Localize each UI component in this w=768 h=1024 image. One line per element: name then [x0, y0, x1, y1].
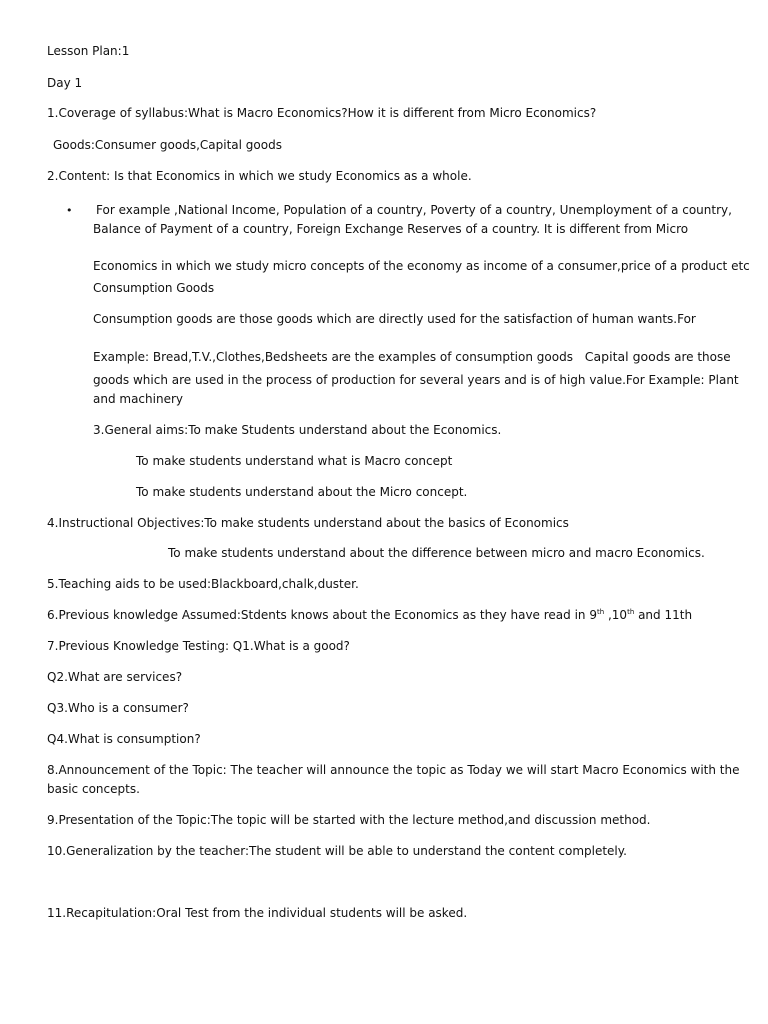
presentation-line: 9.Presentation of the Topic:The topic will be started with the lecture method,and discussion method.: [47, 813, 651, 827]
lesson-title: Lesson Plan:1: [47, 44, 130, 58]
question-4: Q4.What is consumption?: [47, 732, 201, 746]
example-line-3: Economics in which we study micro concepts of the economy as income of a consumer,price of a product etc: [93, 259, 750, 273]
generalization-line: 10.Generalization by the teacher:The student will be able to understand the content completely.: [47, 844, 627, 858]
ordinal-suffix-9: th: [596, 608, 605, 616]
teaching-aids-line: 5.Teaching aids to be used:Blackboard,chalk,duster.: [47, 577, 359, 591]
previous-knowledge-prefix: 6.Previous knowledge Assumed:Stdents knows about the Economics as they have read in 9: [47, 608, 597, 622]
announcement-line-2: basic concepts.: [47, 782, 140, 796]
announcement-line-1: 8.Announcement of the Topic: The teacher will announce the topic as Today we will start Macro Economics with the: [47, 763, 740, 777]
example-line-2: Balance of Payment of a country, Foreign Exchange Reserves of a country. It is different from Micro: [93, 222, 689, 236]
goods-types-line: Goods:Consumer goods,Capital goods: [53, 138, 282, 152]
ordinal-suffix-10: th: [627, 608, 635, 616]
capital-goods-line-2: goods which are used in the process of production for several years and is of high value.For Example: Plant: [93, 373, 739, 387]
previous-knowledge-suffix: and 11th: [634, 608, 693, 622]
instructional-objectives-line-2: To make students understand about the difference between micro and macro Economics.: [168, 546, 705, 560]
aim-macro-line: To make students understand what is Macro concept: [136, 454, 453, 468]
aim-micro-line: To make students understand about the Micro concept.: [136, 485, 468, 499]
capital-goods-rest: are those: [674, 350, 731, 364]
instructional-objectives-line: 4.Instructional Objectives:To make students understand about the basics of Economics: [47, 516, 569, 530]
coverage-line: 1.Coverage of syllabus:What is Macro Economics?How it is different from Micro Economics?: [47, 106, 597, 120]
consumption-example-line: [93, 349, 731, 365]
recapitulation-line: 11.Recapitulation:Oral Test from the individual students will be asked.: [47, 906, 468, 920]
consumption-example: Example: Bread,T.V.,Clothes,Bedsheets are the examples of consumption goods: [93, 350, 573, 364]
bullet-icon: •: [66, 204, 73, 217]
consumption-definition: Consumption goods are those goods which are directly used for the satisfaction of human wants.For: [93, 312, 696, 326]
knowledge-testing-line: 7.Previous Knowledge Testing: Q1.What is a good?: [47, 639, 350, 653]
general-aims-line: 3.General aims:To make Students understand about the Economics.: [93, 423, 502, 437]
consumption-heading: Consumption Goods: [93, 281, 215, 295]
day-label: Day 1: [47, 76, 83, 90]
question-3: Q3.Who is a consumer?: [47, 701, 189, 715]
previous-knowledge-mid: ,10: [604, 608, 628, 622]
example-line-1: For example ,National Income, Population of a country, Poverty of a country, Unemployment of a country,: [96, 203, 732, 217]
question-2: Q2.What are services?: [47, 670, 183, 684]
previous-knowledge-line: [47, 607, 692, 623]
content-line: 2.Content: Is that Economics in which we study Economics as a whole.: [47, 169, 472, 183]
capital-goods-label: Capital goods: [584, 349, 671, 364]
capital-goods-line-3: and machinery: [93, 392, 183, 406]
